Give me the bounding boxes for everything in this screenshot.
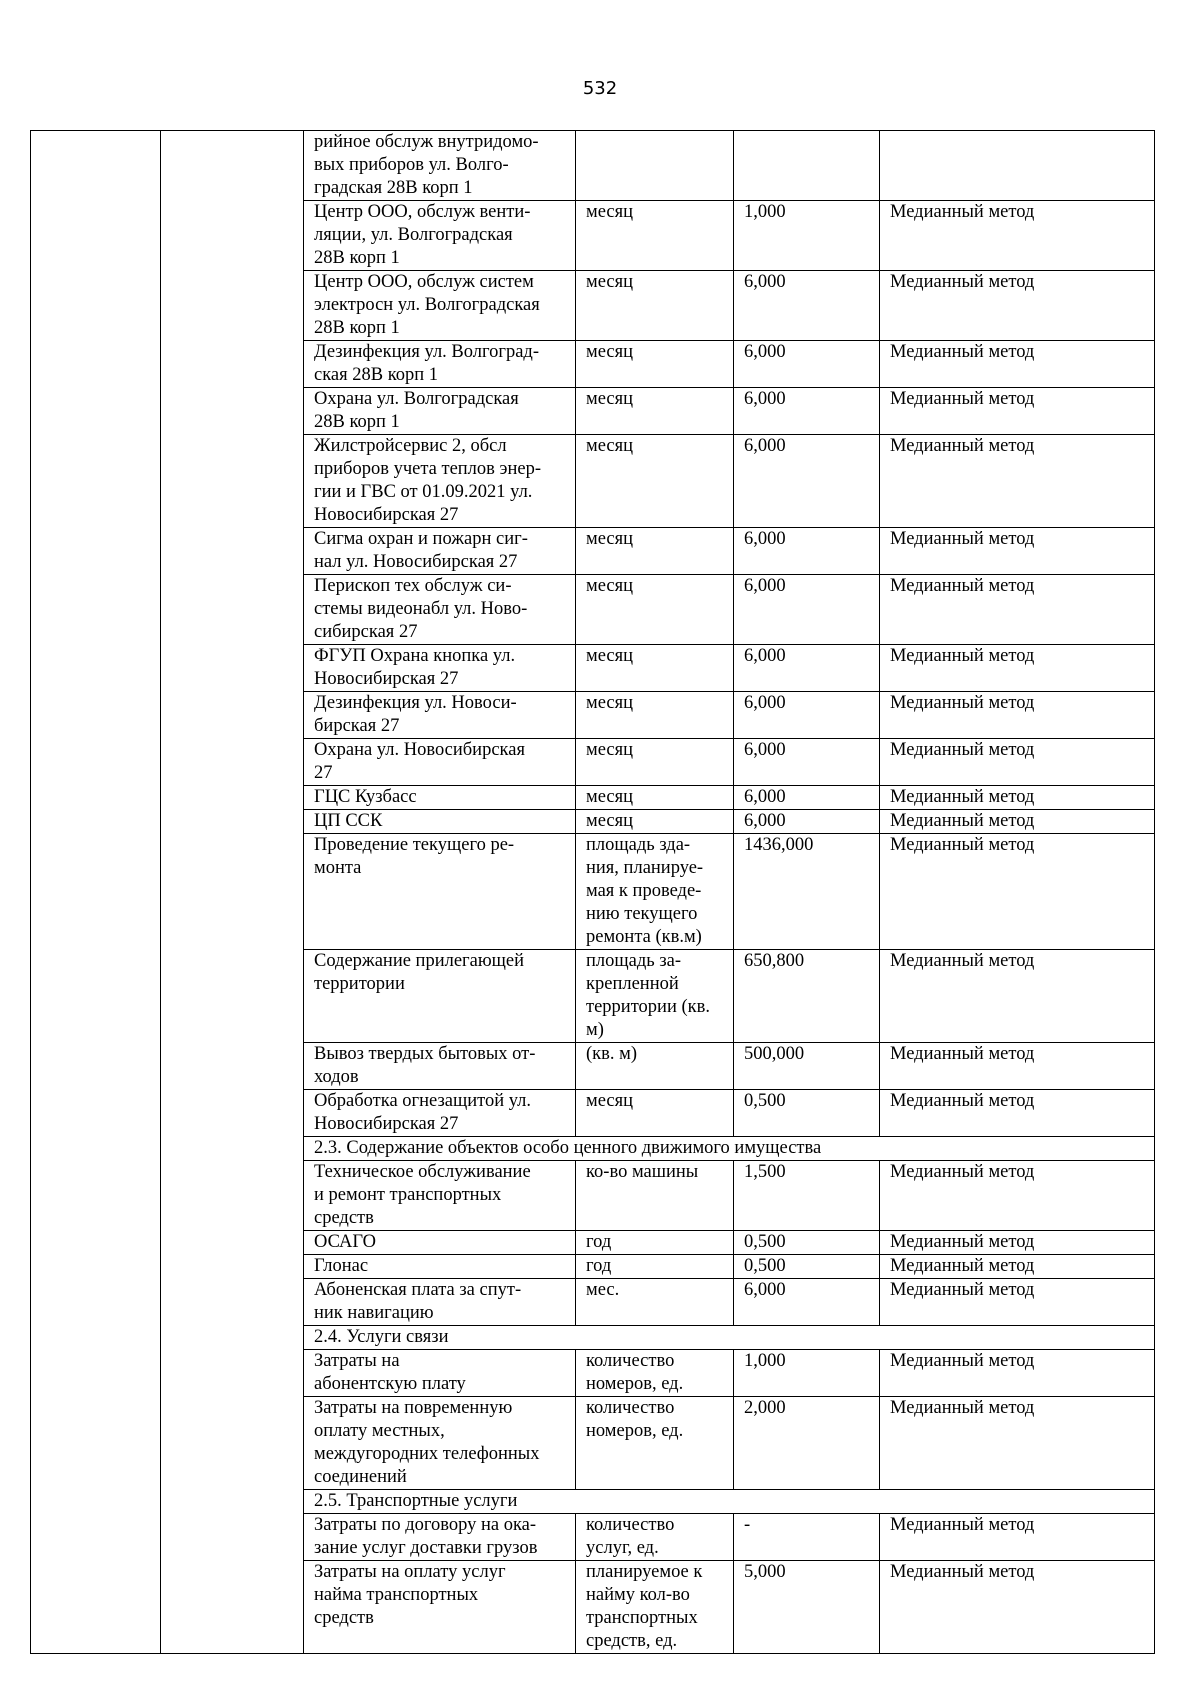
- item-value-cell: 2,000: [734, 1397, 880, 1490]
- item-method-cell: Медианный метод: [880, 201, 1155, 271]
- item-value-cell: 5,000: [734, 1561, 880, 1654]
- item-value-cell: [734, 131, 880, 201]
- item-unit-cell: месяц: [576, 341, 734, 388]
- item-name-cell: Дезинфекция ул. Новоси- бирская 27: [304, 692, 576, 739]
- item-value-cell: 6,000: [734, 1279, 880, 1326]
- item-name-cell: Абоненская плата за спут- ник навигацию: [304, 1279, 576, 1326]
- item-method-cell: Медианный метод: [880, 341, 1155, 388]
- item-value-cell: 6,000: [734, 435, 880, 528]
- item-value-cell: 500,000: [734, 1043, 880, 1090]
- item-name-cell: Глонас: [304, 1255, 576, 1279]
- item-name-cell: Дезинфекция ул. Волгоград- ская 28В корп 1: [304, 341, 576, 388]
- item-value-cell: 6,000: [734, 692, 880, 739]
- item-value-cell: -: [734, 1514, 880, 1561]
- item-unit-cell: месяц: [576, 575, 734, 645]
- item-method-cell: Медианный метод: [880, 1514, 1155, 1561]
- item-value-cell: 6,000: [734, 645, 880, 692]
- table-body: [31, 131, 1155, 1654]
- item-name-cell: Затраты на повременную оплату местных, междугородних телефонных соединений: [304, 1397, 576, 1490]
- item-unit-cell: месяц: [576, 645, 734, 692]
- item-value-cell: 1436,000: [734, 834, 880, 950]
- item-method-cell: Медианный метод: [880, 950, 1155, 1043]
- item-unit-cell: месяц: [576, 810, 734, 834]
- item-name-cell: Сигма охран и пожарн сиг- нал ул. Новосибирская 27: [304, 528, 576, 575]
- item-value-cell: 6,000: [734, 271, 880, 341]
- item-name-cell: Обработка огнезащитой ул. Новосибирская 27: [304, 1090, 576, 1137]
- item-unit-cell: мес.: [576, 1279, 734, 1326]
- item-method-cell: Медианный метод: [880, 739, 1155, 786]
- item-name-cell: Затраты на абонентскую плату: [304, 1350, 576, 1397]
- item-method-cell: Медианный метод: [880, 1350, 1155, 1397]
- item-method-cell: Медианный метод: [880, 692, 1155, 739]
- item-method-cell: Медианный метод: [880, 645, 1155, 692]
- item-unit-cell: месяц: [576, 692, 734, 739]
- empty-column-2: [161, 131, 304, 1654]
- item-unit-cell: количество номеров, ед.: [576, 1397, 734, 1490]
- item-unit-cell: планируемое к найму кол-во транспортных средств, ед.: [576, 1561, 734, 1654]
- item-method-cell: Медианный метод: [880, 810, 1155, 834]
- item-unit-cell: (кв. м): [576, 1043, 734, 1090]
- item-unit-cell: ко-во машины: [576, 1161, 734, 1231]
- item-value-cell: 0,500: [734, 1255, 880, 1279]
- item-unit-cell: количество номеров, ед.: [576, 1350, 734, 1397]
- item-value-cell: 6,000: [734, 786, 880, 810]
- item-name-cell: Содержание прилегающей территории: [304, 950, 576, 1043]
- item-name-cell: рийное обслуж внутридомо- вых приборов ул. Волго- градская 28В корп 1: [304, 131, 576, 201]
- item-value-cell: 6,000: [734, 810, 880, 834]
- item-unit-cell: количество услуг, ед.: [576, 1514, 734, 1561]
- item-unit-cell: месяц: [576, 435, 734, 528]
- item-name-cell: Затраты на оплату услуг найма транспортных средств: [304, 1561, 576, 1654]
- item-name-cell: Затраты по договору на ока- зание услуг доставки грузов: [304, 1514, 576, 1561]
- item-value-cell: 0,500: [734, 1231, 880, 1255]
- item-unit-cell: месяц: [576, 739, 734, 786]
- item-method-cell: Медианный метод: [880, 1231, 1155, 1255]
- item-value-cell: 0,500: [734, 1090, 880, 1137]
- item-name-cell: Охрана ул. Волгоградская 28В корп 1: [304, 388, 576, 435]
- item-name-cell: ОСАГО: [304, 1231, 576, 1255]
- item-name-cell: Проведение текущего ре- монта: [304, 834, 576, 950]
- item-method-cell: Медианный метод: [880, 271, 1155, 341]
- item-name-cell: ФГУП Охрана кнопка ул. Новосибирская 27: [304, 645, 576, 692]
- item-unit-cell: месяц: [576, 201, 734, 271]
- item-name-cell: ГЦС Кузбасс: [304, 786, 576, 810]
- item-unit-cell: площадь зда- ния, планируе- мая к проведе- нию текущего ремонта (кв.м): [576, 834, 734, 950]
- item-unit-cell: месяц: [576, 786, 734, 810]
- item-method-cell: Медианный метод: [880, 1561, 1155, 1654]
- item-value-cell: 6,000: [734, 341, 880, 388]
- item-method-cell: Медианный метод: [880, 388, 1155, 435]
- item-unit-cell: год: [576, 1255, 734, 1279]
- item-name-cell: Центр ООО, обслуж систем электросн ул. Волгоградская 28В корп 1: [304, 271, 576, 341]
- item-value-cell: 1,000: [734, 201, 880, 271]
- item-value-cell: 6,000: [734, 739, 880, 786]
- item-method-cell: Медианный метод: [880, 834, 1155, 950]
- section-title: 2.5. Транспортные услуги: [304, 1490, 1155, 1514]
- item-unit-cell: площадь за- крепленной территории (кв. м): [576, 950, 734, 1043]
- item-method-cell: Медианный метод: [880, 1043, 1155, 1090]
- item-unit-cell: месяц: [576, 1090, 734, 1137]
- item-value-cell: 6,000: [734, 528, 880, 575]
- item-method-cell: Медианный метод: [880, 1279, 1155, 1326]
- item-method-cell: [880, 131, 1155, 201]
- section-title: 2.4. Услуги связи: [304, 1326, 1155, 1350]
- item-value-cell: 1,500: [734, 1161, 880, 1231]
- item-value-cell: 1,000: [734, 1350, 880, 1397]
- item-method-cell: Медианный метод: [880, 786, 1155, 810]
- item-name-cell: Перископ тех обслуж си- стемы видеонабл ул. Ново- сибирская 27: [304, 575, 576, 645]
- item-method-cell: Медианный метод: [880, 435, 1155, 528]
- item-value-cell: 6,000: [734, 388, 880, 435]
- section-title: 2.3. Содержание объектов особо ценного движимого имущества: [304, 1137, 1155, 1161]
- item-unit-cell: год: [576, 1231, 734, 1255]
- item-value-cell: 650,800: [734, 950, 880, 1043]
- item-method-cell: Медианный метод: [880, 575, 1155, 645]
- item-name-cell: ЦП ССК: [304, 810, 576, 834]
- item-unit-cell: месяц: [576, 388, 734, 435]
- item-name-cell: Техническое обслуживание и ремонт транспортных средств: [304, 1161, 576, 1231]
- item-name-cell: Охрана ул. Новосибирская 27: [304, 739, 576, 786]
- item-method-cell: Медианный метод: [880, 1161, 1155, 1231]
- table-row: [31, 131, 1155, 201]
- item-method-cell: Медианный метод: [880, 1255, 1155, 1279]
- item-method-cell: Медианный метод: [880, 1397, 1155, 1490]
- item-method-cell: Медианный метод: [880, 1090, 1155, 1137]
- item-unit-cell: месяц: [576, 528, 734, 575]
- page-number: 532: [582, 78, 618, 99]
- item-unit-cell: месяц: [576, 271, 734, 341]
- item-name-cell: Вывоз твердых бытовых от- ходов: [304, 1043, 576, 1090]
- item-method-cell: Медианный метод: [880, 528, 1155, 575]
- item-name-cell: Центр ООО, обслуж венти- ляции, ул. Волгоградская 28В корп 1: [304, 201, 576, 271]
- item-name-cell: Жилстройсервис 2, обсл приборов учета теплов энер- гии и ГВС от 01.09.2021 ул. Новосибирская 27: [304, 435, 576, 528]
- item-value-cell: 6,000: [734, 575, 880, 645]
- cost-norms-table: [30, 130, 1155, 1654]
- item-unit-cell: [576, 131, 734, 201]
- empty-column-1: [31, 131, 161, 1654]
